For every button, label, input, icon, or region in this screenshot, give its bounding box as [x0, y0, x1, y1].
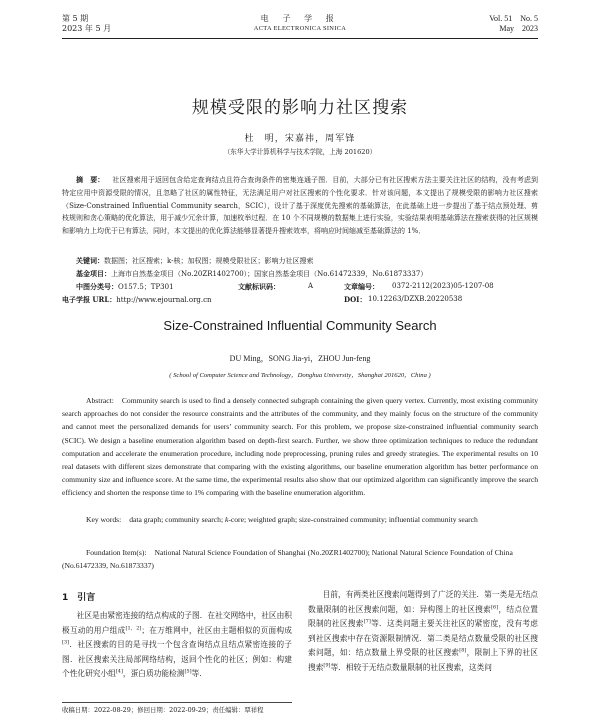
abstract-en-text: Community search is used to find a densely connected subgraph containing the given query vertex. Currently, most existing community search approaches do not consider the resource constraints and the attributes of the community, and they mainly focus on the structure of the community and cannot meet the personalized demands for users’ community search. For this problem, we propose size-constrained influential community search (SCIC). We design a baseline enumeration algorithm based on depth-first search. Further, we show three optimization techniques to reduce the redundant computation and accelerate the enumeration procedure, including node preprocessing, pruning rules and greedy strategies. The experimental results on 10 real datasets with different sizes demonstrate that comparing with the existing algorithms, our baseline enumeration algorithm has better performance on community size and influence score. At the same time, the experimental results also show that our optimized algorithm can significantly improve the search efficiency and shorten the response time to 1% comparing with the baseline enumeration algorithm. — [62, 396, 538, 498]
keywords-cn-text: 数据图；社区搜索；k-核；加权图；规模受限社区；影响力社区搜索 — [104, 257, 314, 265]
paper-title-cn: 规模受限的影响力社区搜索 — [191, 98, 409, 118]
keywords-en-label: Key words: — [86, 515, 122, 524]
links-row — [62, 293, 538, 307]
authors-en: DU Ming，SONG Jia-yi，ZHOU Jun-feng — [229, 354, 371, 363]
intro-p1-text-1: 社区是由紧密连接的结点构成的子图．在社交网络中，社区由积极互动的用户组成 — [62, 611, 292, 635]
header-journal-en: ACTA ELECTRONICA SINICA — [253, 25, 347, 32]
body-column-left — [62, 609, 292, 682]
citation-ref[interactable]: [4] — [115, 668, 123, 675]
section-1-heading: 1 引言 — [62, 593, 96, 603]
citation-ref[interactable]: [1，2] — [125, 625, 142, 632]
clc-label: 中图分类号： — [76, 282, 118, 291]
citation-ref[interactable]: [7] — [363, 618, 371, 625]
article-no-label: 文章编号： — [344, 282, 379, 291]
authors-cn: 杜 明，宋嘉祎，周军锋 — [244, 134, 356, 144]
keywords-en-post: -core; weighted graph; size-constrained community; influential community search — [228, 515, 478, 524]
running-header — [0, 0, 600, 52]
abstract-en-label: Abstract: — [86, 396, 114, 405]
intro-p1-text-3: ．社区搜索的目的是寻找一个包含查询结点且结点紧密连接的子图．社区搜索关注局部网络结构，返回个性化的社区；例如：构建个性化研究小组 — [62, 640, 292, 679]
citation-ref[interactable]: [8] — [459, 647, 467, 654]
header-issue-cn: 第 5 期 — [62, 14, 89, 23]
abstract-en — [62, 394, 538, 500]
paper-title-en: Size-Constrained Influential Community Search — [163, 318, 437, 333]
intro-p1-text-2: ；在万维网中，社区由主题相似的页面构成 — [141, 625, 292, 635]
header-date-cn: 2023 年 5 月 — [62, 24, 112, 33]
classification-row — [62, 280, 538, 294]
citation-ref[interactable]: [9] — [323, 662, 331, 669]
intro-p2-text-1: 目前，有两类社区搜索问题得到了广泛的关注．第一类是无结点数量限制的社区搜索问题，如：异构图上的社区搜索 — [308, 590, 538, 614]
keywords-cn — [62, 254, 538, 268]
fund-cn-label: 基金项目： — [76, 269, 111, 278]
intro-paragraph-1 — [62, 609, 292, 682]
doc-code-label: 文献标识码： — [238, 282, 280, 291]
footnote-rule — [62, 702, 292, 703]
doc-code-value: A — [308, 282, 314, 290]
fund-cn-text: 上海市自然基金项目（No.20ZR1402700）；国家自然基金项目（No.61472339，No.61873337） — [111, 270, 428, 278]
doi-value[interactable]: 10.12263/DZXB.20220538 — [368, 295, 463, 303]
citation-ref[interactable]: [6] — [491, 604, 499, 611]
foundation-en-label: Foundation Item(s): — [86, 548, 147, 557]
keywords-en-k: k — [224, 515, 229, 524]
foundation-en — [62, 546, 538, 572]
keywords-cn-label: 关键词： — [76, 256, 104, 265]
header-date-en: May 2023 — [499, 24, 538, 33]
doi-label: DOI： — [344, 295, 367, 304]
intro-p2-text-5: 等．相较于无结点数量限制的社区搜索，这类问 — [330, 662, 492, 672]
abstract-cn-label: 摘 要： — [76, 175, 105, 184]
citation-ref[interactable]: [5] — [184, 668, 192, 675]
body-column-right — [308, 588, 538, 676]
url-label: 电子学报 URL： — [62, 295, 117, 304]
foundation-en-text: National Natural Science Foundation of Shanghai (No.20ZR1402700); National Natural Science Foundation of China (No.61472339, No.61873337) — [62, 548, 513, 571]
clc-value: O157.5；TP301 — [118, 283, 174, 291]
intro-p2-text-2: ，结点位置限制的社区搜索 — [308, 604, 538, 629]
intro-p2-text-4: ，限制上下界的社区搜索 — [308, 648, 538, 672]
intro-paragraph-2 — [308, 588, 538, 676]
intro-p2-text-3: 等．这类问题主要关注社区的紧密度，没有考虑到社区搜索中存在资源限制情况．第二类是结点数量受限的社区搜索问题，如：结点数量上界受限的社区搜索 — [308, 619, 538, 658]
intro-p1-text-4: ，蛋白质功能检测 — [122, 669, 185, 679]
abstract-cn-text: 社区搜索用于返回包含给定查询结点且符合查询条件的密集连通子图．目前，大部分已有社区搜索方法主要关注社区的结构，没有考虑到特定应用中资源受限的情况，且忽略了社区的属性特征，无法满足用户对社区搜索的个性化要求．针对该问题，本文提出了规模受限的影响力社区搜索（Size-Constrained Influential Community search，SCIC），设计了基于深度优先搜索的基础算法，在此基础上进一步提出了基于结点预处理、剪枝规则和贪心策略的优化算法，用于减少冗余计算，加速枚举过程．在 10 个不同规模的数据集上进行实验，实验结果表明基础算法在搜索获得的社区规模和影响力上均优于已有算法，同时，本文提出的优化算法能够显著提升搜索效率，将响应时间缩减至基础算法的 1%． — [62, 176, 539, 236]
header-journal-cn: 电 子 学 报 — [260, 14, 340, 23]
article-no-value: 0372-2112(2023)05-1207-08 — [392, 282, 494, 290]
fund-cn — [62, 267, 538, 281]
intro-p1-text-5: 等． — [191, 669, 207, 679]
affiliation-cn: （东华大学计算机科学与技术学院，上海 201620） — [223, 148, 377, 156]
header-volume: Vol. 51 No. 5 — [489, 14, 538, 23]
abstract-cn — [62, 174, 538, 238]
keywords-en-pre: data graph; community search; — [129, 515, 225, 524]
received-date-footnote: 收稿日期：2022-08-29；修回日期：2022-09-29；责任编辑：覃祥程 — [62, 706, 264, 714]
journal-url[interactable]: http://www.ejournal.org.cn — [116, 296, 212, 304]
header-right — [489, 14, 538, 34]
affiliation-en: ( School of Computer Science and Technology，Donghua University，Shanghai 201620，China ) — [169, 372, 431, 379]
header-rule — [62, 38, 538, 39]
citation-ref[interactable]: [3] — [62, 639, 70, 646]
keywords-en — [62, 513, 538, 526]
